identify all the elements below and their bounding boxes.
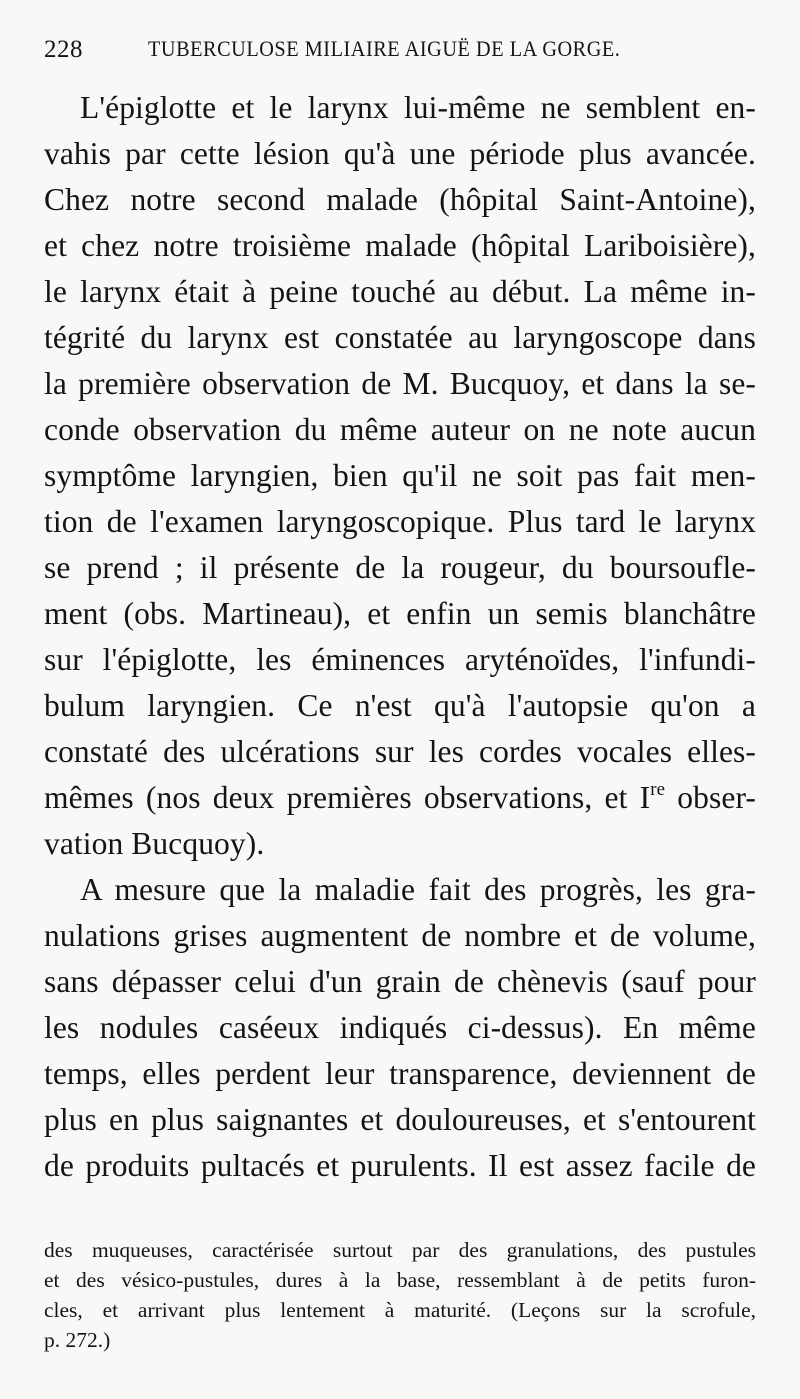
text-line: de produits pultacés et purulents. Il est assez facile de	[44, 1148, 756, 1183]
text-line: constaté des ulcérations sur les cordes vocales elles-	[44, 734, 756, 769]
text-line: A mesure que la maladie fait des progrès, les gra-	[80, 872, 756, 907]
text-line: nulations grises augmentent de nombre et de volume,	[44, 918, 756, 953]
text-line-with-superscript	[44, 778, 756, 818]
text-line: tion de l'examen laryngoscopique. Plus tard le larynx	[44, 504, 756, 539]
text-line: conde observation du même auteur on ne note aucun	[44, 412, 756, 447]
footnote-line: des muqueuses, caractérisée surtout par des granulations, des pustules	[44, 1238, 756, 1262]
text-line: temps, elles perdent leur transparence, deviennent de	[44, 1056, 756, 1091]
text-line: L'épiglotte et le larynx lui-même ne semblent en-	[80, 90, 756, 125]
text-line: bulum laryngien. Ce n'est qu'à l'autopsie qu'on a	[44, 688, 756, 723]
text-line: vahis par cette lésion qu'à une période plus avancée.	[44, 136, 756, 171]
text-line: tégrité du larynx est constatée au laryngoscope dans	[44, 320, 756, 355]
page-header	[44, 36, 760, 70]
text-line: sur l'épiglotte, les éminences aryténoïdes, l'infundi-	[44, 642, 756, 677]
text-line: ment (obs. Martineau), et enfin un semis blanchâtre	[44, 596, 756, 631]
text-line: et chez notre troisième malade (hôpital Lariboisière),	[44, 228, 756, 263]
footnote-line: cles, et arrivant plus lentement à maturité. (Leçons sur la scrofule,	[44, 1298, 756, 1322]
footnote-line: et des vésico-pustules, dures à la base, ressemblant à de petits furon-	[44, 1268, 756, 1292]
line-text-continued: obser-	[665, 780, 756, 815]
footnote-line: p. 272.)	[44, 1328, 111, 1352]
text-line: symptôme laryngien, bien qu'il ne soit pas fait men-	[44, 458, 756, 493]
page-number: 228	[44, 36, 83, 63]
text-line: Chez notre second malade (hôpital Saint-Antoine),	[44, 182, 756, 217]
text-line: plus en plus saignantes et douloureuses, et s'entourent	[44, 1102, 756, 1137]
text-line: le larynx était à peine touché au début. La même in-	[44, 274, 756, 309]
text-line: vation Bucquoy).	[44, 826, 265, 861]
text-line: la première observation de M. Bucquoy, et dans la se-	[44, 366, 756, 401]
text-line: les nodules caséeux indiqués ci-dessus). En même	[44, 1010, 756, 1045]
text-line: se prend ; il présente de la rougeur, du boursoufle-	[44, 550, 756, 585]
running-title: TUBERCULOSE MILIAIRE AIGUË DE LA GORGE.	[148, 36, 621, 61]
line-text: mêmes (nos deux premières observations, et I	[44, 780, 651, 815]
text-line: sans dépasser celui d'un grain de chènevis (sauf pour	[44, 964, 756, 999]
superscript: re	[650, 778, 666, 800]
